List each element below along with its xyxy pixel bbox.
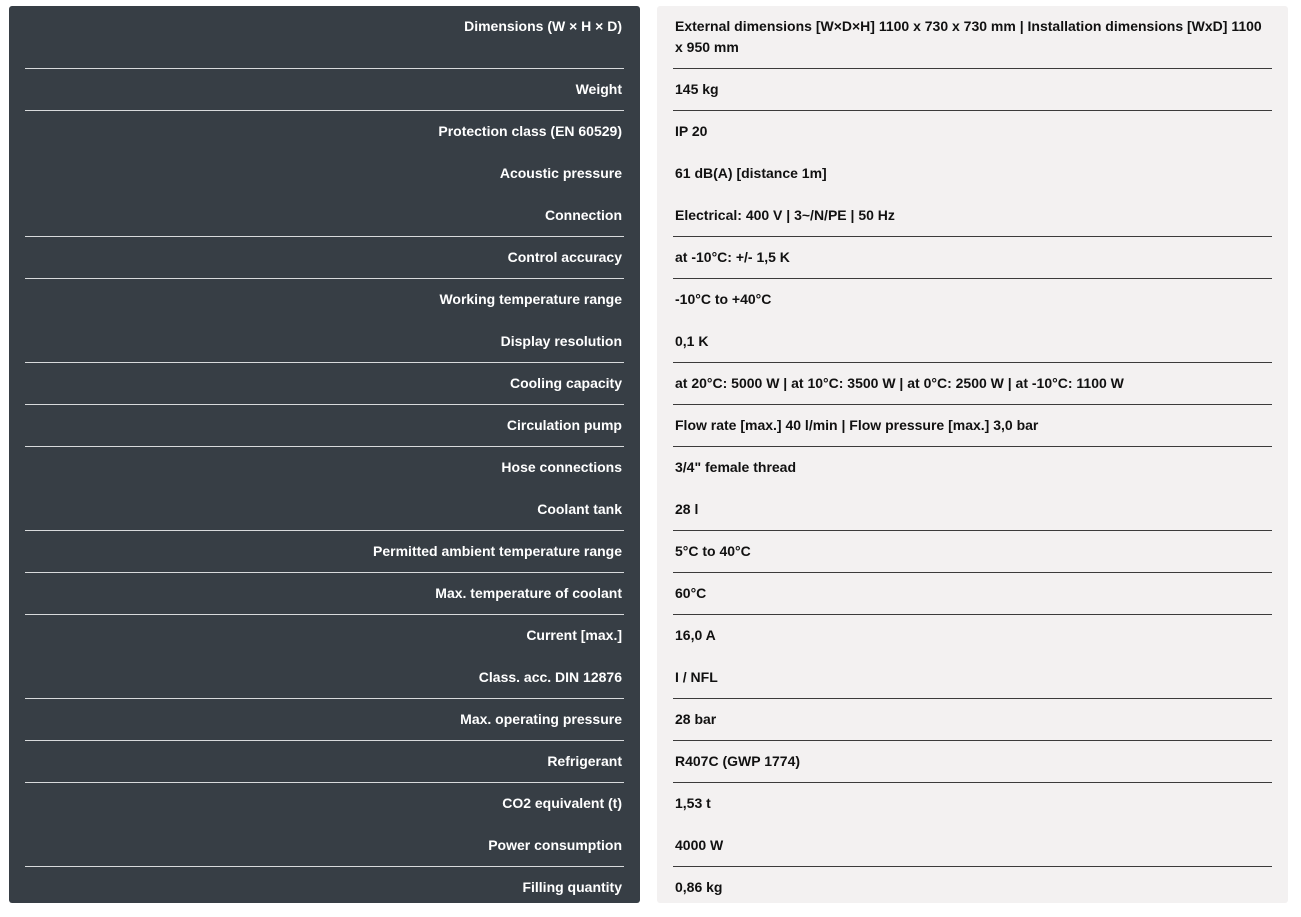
spec-label-hose-connections: Hose connections	[501, 459, 622, 475]
spec-value-weight: 145 kg	[673, 69, 1272, 111]
spec-label-weight: Weight	[25, 69, 624, 111]
spec-value-power-consumption: 4000 W	[673, 825, 1272, 867]
spec-value-din-classification: I / NFL	[673, 657, 1272, 699]
spec-label-working-temperature-range: Working temperature range	[439, 291, 622, 307]
spec-label-dimensions: Dimensions (W × H × D)	[25, 6, 624, 69]
spec-value-max-operating-pressure: 28 bar	[673, 699, 1272, 741]
spec-value-acoustic-pressure: 61 dB(A) [distance 1m]	[675, 165, 827, 181]
spec-value-cooling-capacity: at 20°C: 5000 W | at 10°C: 3500 W | at 0°C: 2500 W | at -10°C: 1100 W	[673, 363, 1272, 405]
spec-label-connection: Connection	[25, 195, 624, 237]
spec-label-ambient-temperature-range: Permitted ambient temperature range	[25, 531, 624, 573]
spec-value-circulation-pump: Flow rate [max.] 40 l/min | Flow pressure [max.] 3,0 bar	[673, 405, 1272, 447]
spec-value-coolant-tank: 28 l	[673, 489, 1272, 531]
spec-label-circulation-pump: Circulation pump	[25, 405, 624, 447]
spec-label-max-operating-pressure: Max. operating pressure	[25, 699, 624, 741]
spec-label-protection-class: Protection class (EN 60529)	[438, 123, 622, 139]
spec-label-filling-quantity: Filling quantity	[522, 879, 622, 895]
spec-label-current-max: Current [max.]	[526, 627, 622, 643]
spec-value-co2-equivalent: 1,53 t	[675, 795, 711, 811]
spec-value-display-resolution: 0,1 K	[673, 321, 1272, 363]
spec-value-dimensions: External dimensions [W×D×H] 1100 x 730 x 730 mm | Installation dimensions [WxD] 1100 x 950 mm	[673, 6, 1272, 69]
spec-value-control-accuracy: at -10°C: +/- 1,5 K	[673, 237, 1272, 279]
spec-value-filling-quantity: 0,86 kg	[675, 879, 723, 895]
spec-value-max-coolant-temperature: 60°C	[673, 573, 1272, 615]
spec-label-acoustic-pressure: Acoustic pressure	[499, 165, 622, 181]
spec-label-display-resolution: Display resolution	[25, 321, 624, 363]
spec-value-current-max: 16,0 A	[675, 627, 716, 643]
spec-label-refrigerant: Refrigerant	[25, 741, 624, 783]
spec-value-column	[657, 6, 1288, 903]
spec-label-din-classification: Class. acc. DIN 12876	[25, 657, 624, 699]
spec-label-power-consumption: Power consumption	[25, 825, 624, 867]
spec-value-protection-class: IP 20	[675, 123, 708, 139]
spec-label-max-coolant-temperature: Max. temperature of coolant	[25, 573, 624, 615]
spec-value-ambient-temperature-range: 5°C to 40°C	[673, 531, 1272, 573]
spec-value-working-temperature-range: -10°C to +40°C	[675, 291, 772, 307]
spec-value-hose-connections: 3/4" female thread	[675, 459, 797, 475]
spec-value-connection: Electrical: 400 V | 3~/N/PE | 50 Hz	[673, 195, 1272, 237]
spec-value-refrigerant: R407C (GWP 1774)	[673, 741, 1272, 783]
spec-label-cooling-capacity: Cooling capacity	[25, 363, 624, 405]
spec-label-control-accuracy: Control accuracy	[25, 237, 624, 279]
spec-label-coolant-tank: Coolant tank	[25, 489, 624, 531]
spec-label-column	[9, 6, 640, 903]
spec-label-co2-equivalent: CO2 equivalent (t)	[502, 795, 622, 811]
